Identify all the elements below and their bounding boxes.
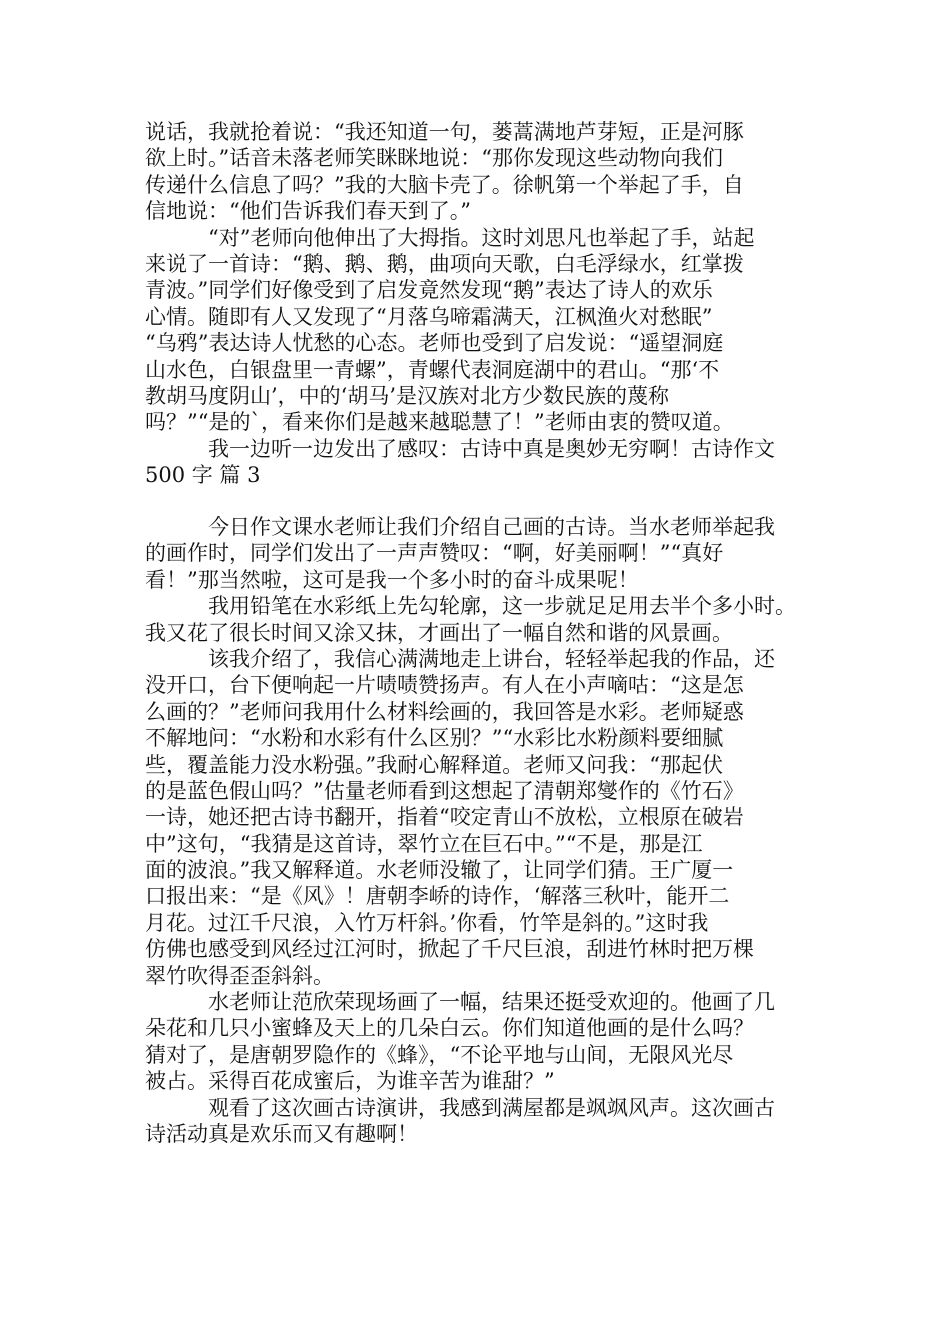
text-line-bottom: 看！”那当然啦，这可是我一个多小时的奋斗成果呢！ — [145, 567, 639, 592]
text-line-bottom: 的画作时，同学们发出了一声声赞叹：“啊，好美丽啊！”“真好 — [145, 541, 724, 566]
text-line-top: “对”老师向他伸出了大拇指。这时刘思凡也举起了手，站起 — [145, 225, 755, 250]
text-line-top: 山水色，白银盘里一青螺”，青螺代表洞庭湖中的君山。“那‘不 — [145, 357, 720, 382]
text-line-bottom: 被占。采得百花成蜜后，为谁辛苦为谁甜？” — [145, 1069, 555, 1094]
text-line-bottom: 没开口，台下便响起一片啧啧赞扬声。有人在小声嘀咕：“这是怎 — [145, 673, 744, 698]
text-line-bottom: 我又花了很长时间又涂又抹，才画出了一幅自然和谐的风景画。 — [145, 620, 733, 645]
text-line-top: 心情。随即有人又发现了“月落乌啼霜满天，江枫渔火对愁眠” — [145, 304, 713, 329]
text-line-bottom: 些，覆盖能力没水粉强。”我耐心解释道。老师又问我：“那起伏 — [145, 752, 723, 777]
text-line-bottom: 该我介绍了，我信心满满地走上讲台，轻轻举起我的作品，还 — [145, 646, 775, 671]
text-line-top: 信地说：“他们告诉我们春天到了。” — [145, 199, 471, 224]
text-line-bottom: 翠竹吹得歪歪斜斜。 — [145, 963, 334, 988]
text-line-bottom: 中”这句，“我猜是这首诗，翠竹立在巨石中。”“不是，那是江 — [145, 831, 703, 856]
text-line-top: 我一边听一边发出了感叹：古诗中真是奥妙无穷啊！古诗作文 — [145, 436, 775, 461]
text-line-top: 500 字 篇 3 — [145, 463, 261, 488]
text-line-bottom: 不解地问：“水粉和水彩有什么区别？”“水彩比水粉颜料要细腻 — [145, 726, 724, 751]
text-line-bottom: 月花。过江千尺浪，入竹万杆斜。’你看，竹竿是斜的。”这时我 — [145, 910, 709, 935]
text-line-bottom: 我用铅笔在水彩纸上先勾轮廓，这一步就足足用去半个多小时。 — [145, 594, 796, 619]
text-line-top: 青波。”同学们好像受到了启发竟然发现“鹅”表达了诗人的欢乐 — [145, 278, 713, 303]
text-line-top: 传递什么信息了吗？”我的大脑卡壳了。徐帆第一个举起了手，自 — [145, 172, 744, 197]
text-line-bottom: 观看了这次画古诗演讲，我感到满屋都是飒飒风声。这次画古 — [145, 1095, 775, 1120]
text-line-bottom: 诗活动真是欢乐而又有趣啊！ — [145, 1121, 418, 1146]
text-line-bottom: 么画的？”老师问我用什么材料绘画的，我回答是水彩。老师疑惑 — [145, 699, 744, 724]
text-line-top: 欲上时。”话音未落老师笑眯眯地说：“那你发现这些动物向我们 — [145, 146, 723, 171]
text-line-bottom: 猜对了，是唐朝罗隐作的《蜂》，“不论平地与山间，无限风光尽 — [145, 1042, 734, 1067]
text-line-top: 教胡马度阴山’，中的‘胡马’是汉族对北方少数民族的蔑称 — [145, 383, 670, 408]
text-line-bottom: 仿佛也感受到风经过江河时，掀起了千尺巨浪，刮进竹林时把万棵 — [145, 937, 754, 962]
essay-text-section-top — [145, 119, 825, 488]
text-line-top: 来说了一首诗：“鹅、鹅、鹅，曲项向天歌，白毛浮绿水，红掌拨 — [145, 251, 744, 276]
text-line-top: 吗？”“是的`，看来你们是越来越聪慧了！”老师由衷的赞叹道。 — [145, 410, 734, 435]
text-line-bottom: 的是蓝色假山吗？”估量老师看到这想起了清朝郑燮作的《竹石》 — [145, 778, 744, 803]
text-line-top: “乌鸦”表达诗人忧愁的心态。老师也受到了启发说：“遥望洞庭 — [145, 331, 724, 356]
text-line-bottom: 朵花和几只小蜜蜂及天上的几朵白云。你们知道他画的是什么吗？ — [145, 1016, 754, 1041]
text-line-bottom: 水老师让范欣荣现场画了一幅，结果还挺受欢迎的。他画了几 — [145, 990, 775, 1015]
text-line-bottom: 口报出来：“是《风》！唐朝李峤的诗作，‘解落三秋叶，能开二 — [145, 884, 730, 909]
essay-text-section-bottom — [145, 514, 825, 1147]
text-line-bottom: 今日作文课水老师让我们介绍自己画的古诗。当水老师举起我 — [145, 515, 775, 539]
text-line-bottom: 面的波浪。”我又解释道。水老师没辙了，让同学们猜。王广厦一 — [145, 858, 734, 883]
text-line-top: 说话，我就抢着说：“我还知道一句，蒌蒿满地芦芽短，正是河豚 — [145, 120, 744, 144]
text-line-bottom: 一诗，她还把古诗书翻开，指着“咬定青山不放松，立根原在破岩 — [145, 805, 744, 830]
